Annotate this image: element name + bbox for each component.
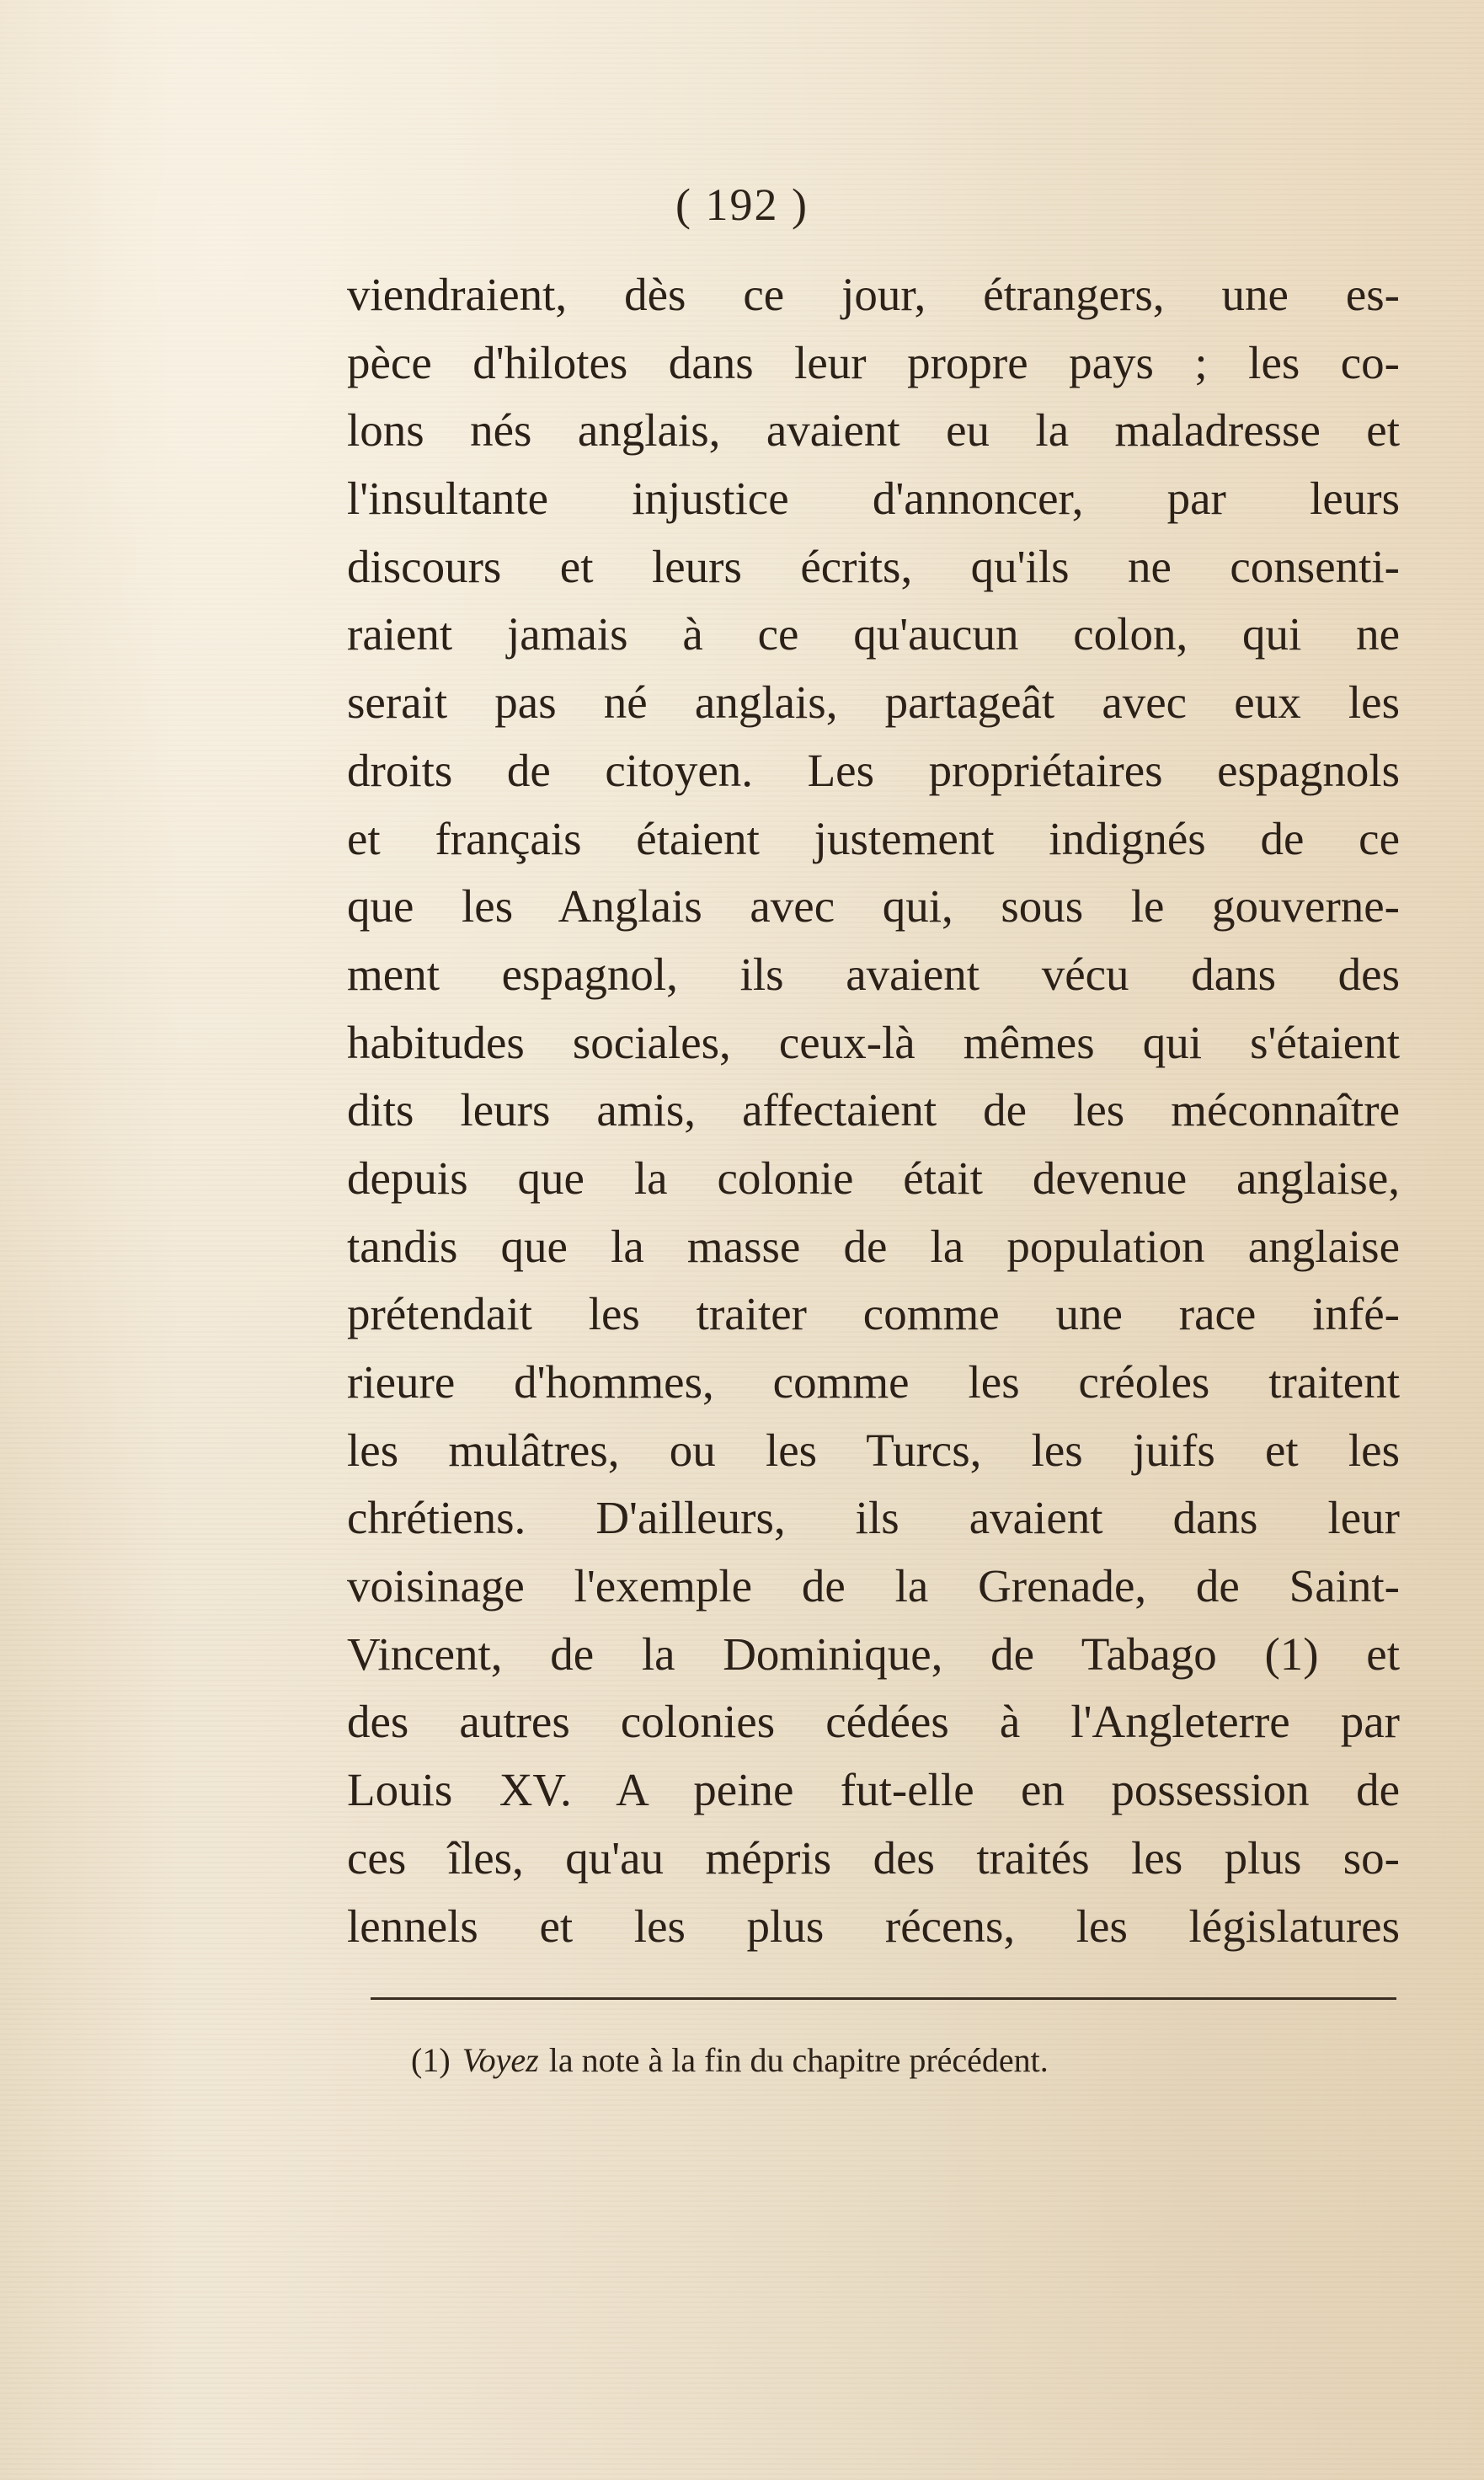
- text-line: Vincent, de la Dominique, de Tabago (1) et: [347, 1628, 1400, 1680]
- text-line: Louis XV. A peine fut-elle en possession de: [347, 1764, 1400, 1816]
- page-number: ( 192 ): [675, 179, 809, 230]
- text-line: lennels et les plus récens, les législatures: [347, 1900, 1400, 1952]
- footnote-divider: [371, 1997, 1396, 2000]
- body-text: [347, 261, 1400, 1960]
- text-line: viendraient, dès ce jour, étrangers, une es-: [347, 269, 1400, 320]
- text-line: l'insultante injustice d'annoncer, par leurs: [347, 473, 1400, 525]
- footnote-italic: Voyez: [462, 2041, 539, 2079]
- text-line: raient jamais à ce qu'aucun colon, qui ne: [347, 608, 1400, 660]
- text-line: voisinage l'exemple de la Grenade, de Saint-: [347, 1560, 1400, 1612]
- text-line: des autres colonies cédées à l'Angleterre par: [347, 1696, 1400, 1748]
- text-line: lons nés anglais, avaient eu la maladresse et: [347, 404, 1400, 457]
- text-line: dits leurs amis, affectaient de les méconnaître: [347, 1084, 1400, 1136]
- text-line: serait pas né anglais, partageât avec eux les: [347, 676, 1400, 729]
- text-line: tandis que la masse de la population anglaise: [347, 1220, 1400, 1272]
- text-line: discours et leurs écrits, qu'ils ne consenti-: [347, 540, 1400, 592]
- text-line: droits de citoyen. Les propriétaires espagnols: [347, 744, 1400, 796]
- text-line: depuis que la colonie était devenue anglaise,: [347, 1152, 1400, 1204]
- text-line: et français étaient justement indignés de ce: [347, 812, 1400, 864]
- text-line: chrétiens. D'ailleurs, ils avaient dans leur: [347, 1492, 1400, 1544]
- text-line: pèce d'hilotes dans leur propre pays ; les co-: [347, 336, 1400, 388]
- footnote: [411, 2040, 1049, 2080]
- text-line: rieure d'hommes, comme les créoles traitent: [347, 1356, 1400, 1408]
- text-line: ces îles, qu'au mépris des traités les plus so-: [347, 1831, 1400, 1884]
- text-line: prétendait les traiter comme une race infé-: [347, 1288, 1400, 1340]
- footnote-text: la note à la fin du chapitre précédent.: [548, 2041, 1049, 2079]
- text-line: ment espagnol, ils avaient vécu dans des: [347, 948, 1400, 1000]
- text-line: les mulâtres, ou les Turcs, les juifs et les: [347, 1424, 1400, 1476]
- text-line: habitudes sociales, ceux-là mêmes qui s'étaient: [347, 1016, 1400, 1068]
- text-line: que les Anglais avec qui, sous le gouverne-: [347, 880, 1400, 933]
- footnote-marker: (1): [411, 2041, 451, 2079]
